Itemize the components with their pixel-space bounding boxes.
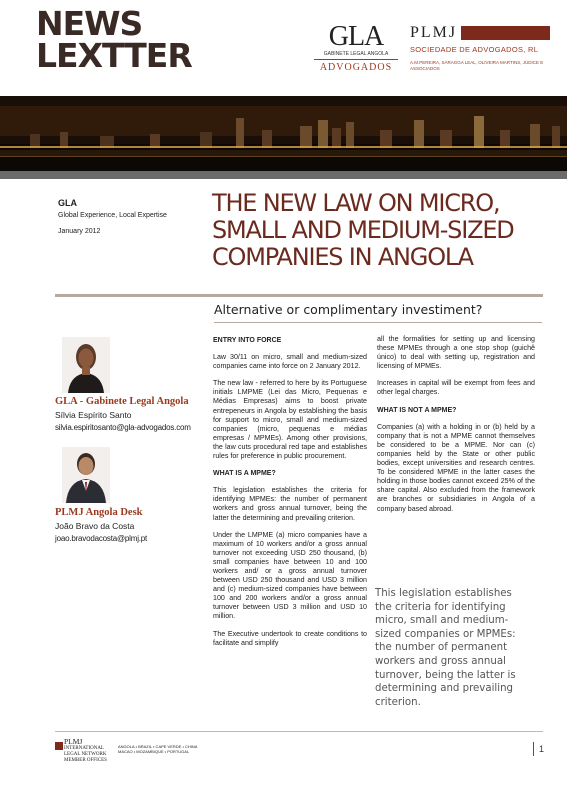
contact-name: João Bravo da Costa — [55, 521, 135, 531]
gla-logo-text: GLA — [328, 21, 384, 52]
gla-logo-subtitle: GABINETE LEGAL ANGOLA — [323, 51, 389, 57]
pull-quote: This legislation establishes the criteria for identifying micro, small and medium-sized companies or MPMEs: the number of permanent workers and gross annual turnover, being the latter is determining and prevailing criterion. — [375, 588, 516, 708]
paragraph: The new law - referred to here by its Portuguese initials LMPME (Lei das Micro, Pequenas e Médias Empresas) aims to boost private entrepeneurs in Angola by establishing the basis for support to micro, small and medium-sized companies (micro, pequenas e médias empresas / MPMEs). Among other provisions, the law cuts procedural red tape and establishes rules for preference in public procurement. — [213, 379, 367, 461]
plmj-network-logo — [64, 738, 107, 764]
paragraph: Law 30/11 on micro, small and medium-sized companies came into force on 2 January 2012. — [213, 353, 367, 371]
meta-tagline: Global Experience, Local Expertise — [58, 212, 167, 219]
member-countries-line1: ANGOLA • BRAZIL • CAPE VERDE • CHINA — [118, 744, 198, 749]
article-subtitle: Alternative or complimentary investiment? — [214, 302, 483, 317]
plmj-network-line4: MEMBER OFFICES — [64, 758, 107, 763]
contact-photo-silvia — [62, 337, 110, 393]
member-countries-line2: MACAO • MOZAMBIQUE • PORTUGAL — [118, 749, 190, 754]
plmj-network-line2: INTERNATIONAL — [64, 746, 104, 751]
gla-logo — [314, 21, 398, 73]
page-number-bar — [533, 742, 534, 756]
subtitle-rule — [214, 322, 542, 323]
section-heading: WHAT IS NOT A MPME? — [377, 406, 457, 414]
contact-email[interactable]: joao.bravodacosta@plmj.pt — [55, 534, 148, 543]
plmj-network-mark — [55, 742, 63, 750]
meta-title: GLA — [58, 198, 77, 208]
paragraph: Under the LMPME (a) micro companies have a maximum of 10 workers and/or a gross annual turnover not exceeding USD 250 thousand, (b) small companies have between 10 and 100 workers and/ or a gross annual turnover between USD 250 thousand and USD 3 million and (c) medium-sized companies have between 100 and 200 workers and/or a gross annual turnover between USD 3 million and USD 10 million. — [213, 530, 367, 621]
city-skyline-banner — [0, 96, 567, 171]
paragraph: Companies (a) with a holding in or (b) held by a company that is not a MPME cannot themselves be considered to be a MPME. Nor can (c) companies held by the State or other public bodies, except universities and research centres. To be considered MPME in the latter cases the holding in those bodies cannot exceed 25% of the share capital. Also excluded from the framework are branches or subsidiaries in Angola of a company based abroad. — [377, 422, 535, 513]
plmj-partners: A.M.PEREIRA, SÁRAGGA LEAL, OLIVEIRA MARTINS, JÚDICE E ASSOCIADOS — [410, 60, 544, 71]
newsletter-logo-line2: LEXTTER — [36, 36, 192, 75]
newsletter-logo-line1: NEWS — [36, 4, 143, 43]
footer-rule — [55, 731, 543, 732]
page-number: 1 — [539, 744, 545, 754]
section-heading: WHAT IS A MPME? — [213, 470, 276, 478]
article-headline: THE NEW LAW ON MICRO, SMALL AND MEDIUM-SIZED COMPANIES IN ANGOLA — [212, 189, 514, 271]
contact-photo-joao-image — [62, 447, 110, 503]
contact-org: GLA - Gabinete Legal Angola — [55, 396, 189, 407]
member-countries — [118, 744, 197, 754]
plmj-logo-bar — [461, 26, 550, 40]
section-heading: ENTRY INTO FORCE — [213, 337, 282, 344]
plmj-network-line3: LEGAL NETWORK — [64, 752, 107, 757]
plmj-network-title: PLMJ — [64, 737, 83, 746]
contact-photo-silvia-image — [62, 337, 110, 393]
contact-email[interactable]: silvia.espiritosanto@gla-advogados.com — [55, 423, 191, 432]
city-skyline-image — [0, 96, 567, 171]
headline-rule — [55, 294, 543, 297]
plmj-sociedade: SOCIEDADE DE ADVOGADOS, RL — [410, 45, 539, 54]
meta-date: January 2012 — [58, 228, 101, 235]
contact-name: Sílvia Espírito Santo — [55, 410, 132, 420]
banner-bottom-bar — [0, 171, 567, 179]
paragraph: all the formalities for setting up and licensing these MPMEs through a one stop shop (guichê único) to deal with setting up, registration and licensing of MPMEs. — [377, 335, 535, 371]
contact-photo-joao — [62, 447, 110, 503]
paragraph: This legislation establishes the criteria for identifying MPMEs: the number of permanent workers and gross annual turnover, being the latter the determining and prevailing criterion. — [213, 486, 367, 522]
newsletter-logo — [36, 4, 192, 75]
gla-logo-advogados: ADVOGADOS — [314, 59, 398, 73]
contact-org: PLMJ Angola Desk — [55, 507, 143, 518]
body-column-left — [213, 336, 367, 656]
body-column-right — [377, 335, 535, 522]
paragraph: The Executive undertook to create conditions to facilitate and simplify — [213, 629, 367, 647]
plmj-logo-text: PLMJ — [410, 24, 458, 41]
paragraph: Increases in capital will be exempt from fees and other legal charges. — [377, 379, 535, 397]
plmj-logo — [410, 24, 550, 72]
